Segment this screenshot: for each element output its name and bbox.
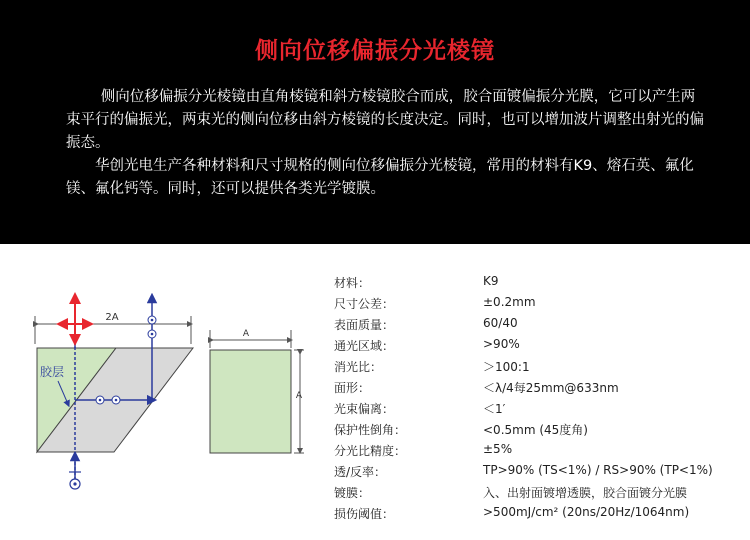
out-pol-dot-2 — [151, 333, 154, 336]
s-pol-dot-2 — [115, 399, 118, 402]
glue-layer-label: 胶层 — [40, 365, 65, 379]
spec-row-aperture: 通光区域： >90% — [334, 337, 520, 353]
spec-row-material: 材料： K9 — [334, 274, 499, 290]
dim-label-2a: 2A — [105, 312, 119, 323]
spec-row-tolerance: 尺寸公差： ±0.2mm — [334, 295, 536, 311]
spec-row-coating: 镀膜： 入、出射面镀增透膜，胶合面镀分光膜 — [334, 486, 688, 500]
spec-row-transmission: 透/反率： TP>90% (TS<1%) / RS>90% (TP<1%) — [334, 463, 713, 479]
prism-diagram — [0, 244, 330, 540]
intro-paragraph-2: 华创光电生产各种材料和尺寸规格的侧向位移偏振分光棱镜，常用的材料有K9、熔石英、氟化镁、氟化钙等。同时，还可以提供各类光学镀膜。 — [66, 158, 694, 197]
out-pol-dot-1 — [151, 319, 154, 322]
input-pol-dot — [73, 482, 76, 485]
dim-label-a-side: A — [295, 391, 303, 401]
spec-row-extinction: 消光比： ＞100:1 — [334, 360, 530, 374]
header-banner — [0, 0, 750, 244]
spec-row-ratio: 分光比精度： ±5% — [334, 442, 513, 458]
spec-row-surface: 表面质量： 60/40 — [334, 316, 518, 332]
page-title: 侧向位移偏振分光棱镜 — [255, 38, 495, 64]
dim-label-a-top: A — [242, 329, 250, 339]
side-view-square — [210, 350, 291, 453]
s-pol-dot-1 — [99, 399, 102, 402]
intro-text — [66, 86, 706, 201]
intro-paragraph-1: 侧向位移偏振分光棱镜由直角棱镜和斜方棱镜胶合而成，胶合面镀偏振分光膜，它可以产生两束平行的偏振光，两束光的侧向位移由斜方棱镜的长度决定。同时，也可以增加波片调整出射光的偏振态。 — [66, 89, 704, 151]
spec-row-chamfer: 保护性倒角： <0.5mm (45度角) — [334, 423, 588, 437]
spec-row-damage: 损伤阈值： >500mJ/cm² (20ns/20Hz/1064nm) — [334, 505, 690, 521]
spec-row-flatness: 面形： ＜λ/4每25mm@633nm — [334, 381, 619, 395]
spec-row-deviation: 光束偏离： ＜1′ — [334, 402, 506, 416]
